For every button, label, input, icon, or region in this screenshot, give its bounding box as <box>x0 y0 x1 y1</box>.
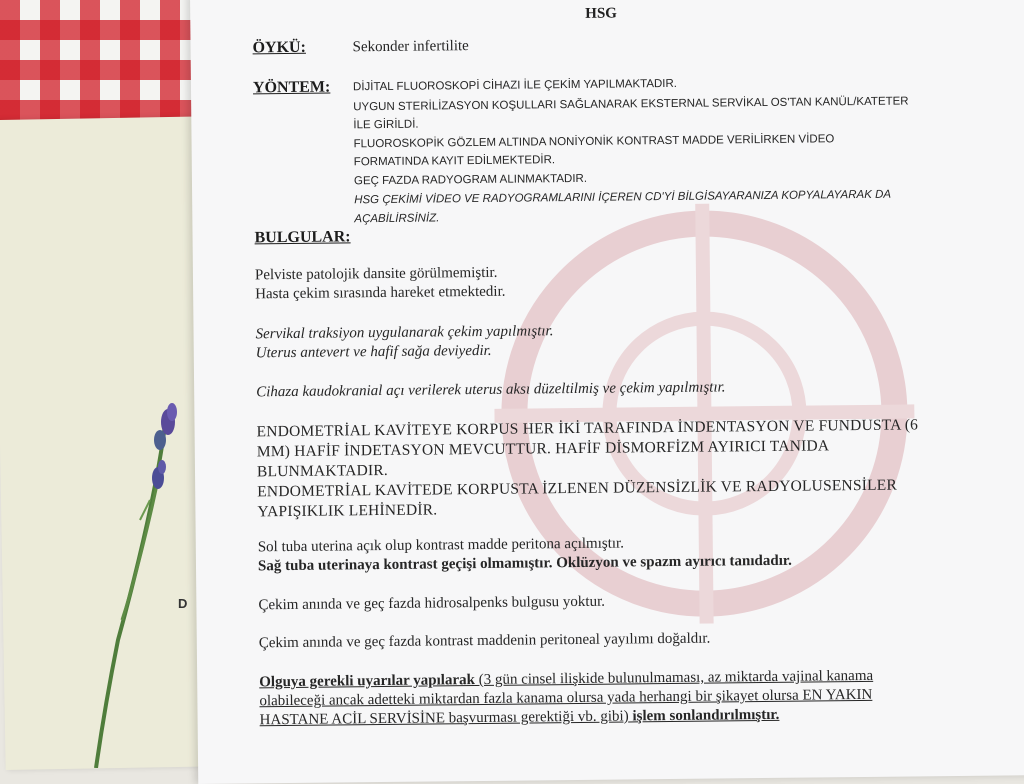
method-line: UYGUN STERİLİZASYON KOŞULLARI SAĞLANARAK EKSTERNAL SERVİKAL OS'TAN KANÜL/KATETER <box>353 95 909 114</box>
method-note: AÇABİLİRSİNİZ. <box>354 212 440 226</box>
warning-bold-start: Olguya gerekli uyarılar yapılarak <box>259 672 476 691</box>
finding-line: Uterus antevert ve hafif sağa deviyedir. <box>255 342 492 362</box>
finding-line: Sol tuba uterina açık olup kontrast madde peritona açılmıştır. <box>257 535 625 556</box>
finding-line: ENDOMETRİAL KAVİTEYE KORPUS HER İKİ TARAFINDA İNDENTASYON VE FUNDUSTA (6 <box>256 416 919 441</box>
finding-line: Pelviste patolojik dansite görülmemiştir. <box>254 264 498 284</box>
history-label: ÖYKÜ: <box>252 38 306 57</box>
method-line: DİJİTAL FLUOROSKOPİ CİHAZI İLE ÇEKİM YAPILMAKTADIR. <box>352 77 678 94</box>
method-line: FORMATINDA KAYIT EDİLMEKTEDİR. <box>353 154 556 169</box>
document-title: HSG <box>585 5 617 22</box>
finding-line: Cihaza kaudokranial açı verilerek uterus aksı düzeltilmiş ve çekim yapılmıştır. <box>256 379 726 401</box>
method-note: HSG ÇEKİMİ VİDEO VE RADYOGRAMLARINI İÇEREN CD'Yİ BİLGİSAYARANIZA KOPYALAYARAK DA <box>354 188 892 207</box>
method-line: GEÇ FAZDA RADYOGRAM ALINMAKTADIR. <box>353 172 588 188</box>
finding-line: Servikal traksiyon uygulanarak çekim yapılmıştır. <box>255 323 554 343</box>
finding-line: Hasta çekim sırasında hareket etmektedir. <box>255 283 506 303</box>
method-line: İLE GİRİLDİ. <box>353 118 419 132</box>
finding-line: YAPIŞIKLIK LEHİNEDİR. <box>257 501 438 521</box>
warning-line <box>260 707 780 729</box>
warning-text: (3 gün cinsel ilişkide bulunulmaması, az miktarda vajinal kanama <box>474 667 874 689</box>
finding-line: Çekim anında ve geç fazda kontrast maddenin peritoneal yayılımı doğaldır. <box>258 630 711 652</box>
finding-line: ENDOMETRİAL KAVİTEDE KORPUSTA İZLENEN DÜZENSİZLİK VE RADYOLUSENSİLER <box>257 476 898 501</box>
finding-line: BLUNMAKTADIR. <box>256 461 389 481</box>
warning-text: HASTANE ACİL SERVİSİNE başvurması gerektiği vb. gibi) <box>259 708 629 729</box>
report-paper <box>190 0 1024 784</box>
warning-line: olabileceği ancak adetteki miktardan fazla kanama olursa yada herhangi bir şikayet olursa EN YAKIN <box>259 686 873 710</box>
finding-line-bold: Sağ tuba uterinaya kontrast geçişi olmamıştır. Oklüzyon ve spazm ayırıcı tanıdadır. <box>257 552 792 575</box>
warning-bold-end: işlem sonlandırılmıştır. <box>628 706 780 725</box>
finding-line: Çekim anında ve geç fazda hidrosalpenks bulgusu yoktur. <box>258 593 606 614</box>
method-line: FLUOROSKOPİK GÖZLEM ALTINDA NONİYONİK KONTRAST MADDE VERİLİRKEN VİDEO <box>353 133 835 151</box>
folder-mark: D <box>178 596 188 611</box>
method-label: YÖNTEM: <box>252 78 331 97</box>
history-value: Sekonder infertilite <box>352 38 469 56</box>
findings-label: BULGULAR: <box>254 228 351 247</box>
finding-line: MM) HAFİF İNDETASYON MEVCUTTUR. HAFİF DİSMORFİZM AYIRICI TANIDA <box>256 437 830 461</box>
